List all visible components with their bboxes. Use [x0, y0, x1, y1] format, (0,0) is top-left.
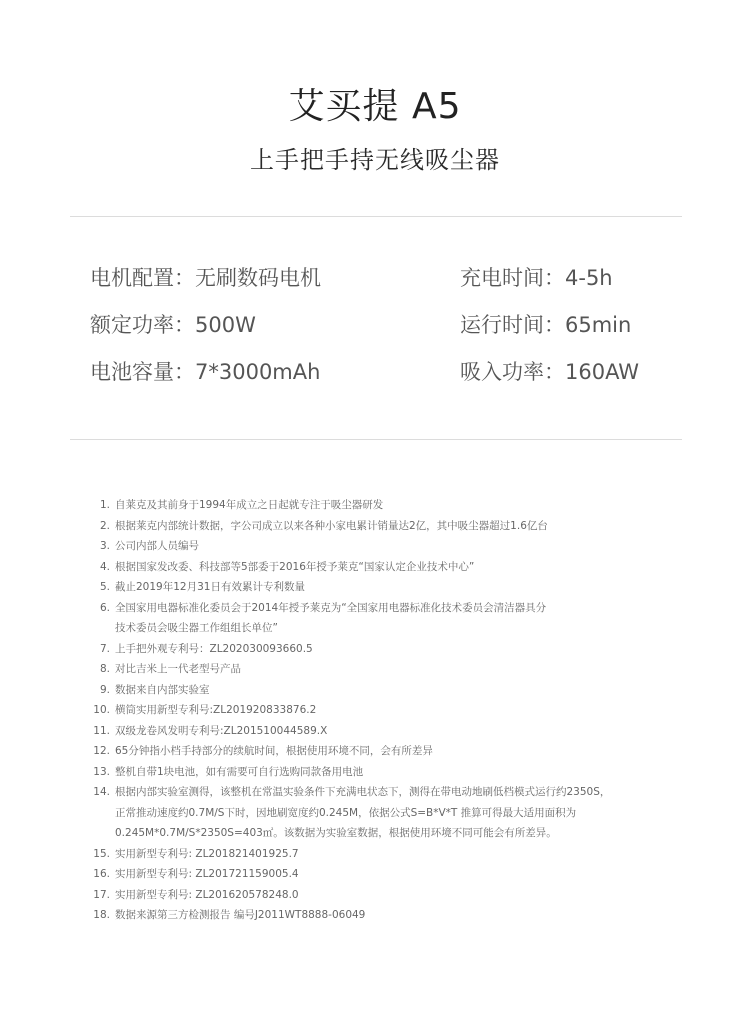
footnote-item: [93, 782, 678, 844]
footnote-number: 5.: [99, 581, 110, 593]
footnote-number: 15.: [93, 847, 110, 860]
footnote-text: 全国家用电器标准化委员会于2014年授予莱克为“全国家用电器标准化技术委员会清洁器具分: [115, 601, 547, 614]
footnote-number: 18.: [93, 909, 110, 921]
footnote-number: 11.: [93, 724, 110, 737]
product-subtitle: 上手把手持无线吸尘器: [250, 146, 500, 174]
spec-battery: 电池容量：7*3000mAh: [90, 360, 321, 384]
footnote-number: 3.: [99, 540, 110, 552]
spec-charge-time: 充电时间：4-5h: [460, 266, 613, 290]
footnote-item: [98, 577, 678, 598]
footnote-item: [93, 864, 678, 885]
footnote-item: [93, 905, 678, 926]
footnote-item: [93, 741, 678, 762]
footnote-text: 0.245M*0.7M/S*2350S=403㎡。该数据为实验室数据，根据使用环境不同可能会有所差异。: [115, 827, 557, 839]
footnote-text: 数据来自内部实验室: [115, 683, 210, 696]
footnote-text: 实用新型专利号: ZL201821401925.7: [115, 847, 299, 860]
footnote-text: 上手把外观专利号：ZL202030093660.5: [115, 642, 313, 655]
footnote-number: 1.: [99, 499, 110, 511]
footnote-item: [98, 639, 678, 660]
footnote-number: 7.: [99, 642, 110, 655]
footnote-number: 4.: [99, 560, 110, 573]
spec-run-time: 运行时间：65min: [460, 313, 632, 337]
footnote-number: 16.: [93, 868, 110, 880]
footnote-text: 根据国家发改委、科技部等5部委于2016年授予莱克“国家认定企业技术中心”: [115, 560, 475, 573]
footnote-item: [98, 516, 678, 537]
footnote-number: 13.: [93, 765, 110, 778]
footnote-text: 整机自带1块电池，如有需要可自行选购同款备用电池: [115, 765, 364, 778]
footnote-text: 自莱克及其前身于1994年成立之日起就专注于吸尘器研发: [115, 499, 384, 511]
spec-row: [90, 309, 690, 356]
spec-row: [90, 356, 690, 403]
footnote-text: 截止2019年12月31日有效累计专利数量: [115, 581, 305, 593]
footnote-text: 根据内部实验室测得，该整机在常温实验条件下充满电状态下，测得在带电动地刷低档模式运行约2350S，: [115, 786, 611, 798]
footnote-number: 17.: [93, 888, 110, 901]
spec-motor: 电机配置：无刷数码电机: [90, 266, 321, 290]
footnote-number: 2.: [99, 519, 110, 532]
top-divider: [70, 216, 682, 217]
spec-rated-power: 额定功率：500W: [90, 313, 256, 337]
footnote-text: 技术委员会吸尘器工作组组长单位”: [115, 622, 278, 634]
footnote-text: 双级龙卷风发明专利号:ZL201510044589.X: [115, 724, 328, 737]
footnote-item: [98, 536, 678, 557]
footnote-number: 9.: [99, 683, 110, 696]
footnote-item: [98, 659, 678, 680]
footnote-number: 10.: [93, 704, 110, 716]
footnote-text: 公司内部人员编号: [115, 540, 199, 552]
bottom-divider: [70, 439, 682, 440]
footnote-item: [93, 885, 678, 906]
footnote-text: 横筒实用新型专利号:ZL201920833876.2: [115, 704, 317, 716]
footnote-item: [93, 844, 678, 865]
footnote-text: 正常推动速度约0.7M/S下时，因地刷宽度约0.245M，依据公式S=B*V*T 推算可得最大适用面积为: [115, 806, 577, 819]
footnote-item: [93, 762, 678, 783]
product-title: 艾买提 A5: [288, 86, 462, 127]
spec-table: [90, 262, 690, 403]
footnote-text: 65分钟指小档手持部分的续航时间，根据使用环境不同，会有所差异: [115, 745, 433, 757]
footnote-text: 实用新型专利号: ZL201721159005.4: [115, 868, 299, 880]
footnote-item: [98, 598, 678, 639]
footnote-item: [93, 721, 678, 742]
footnotes-list: [93, 495, 678, 926]
footnote-item: [98, 557, 678, 578]
footnote-number: 12.: [93, 745, 110, 757]
footnote-number: 6.: [99, 601, 110, 614]
footnote-item: [98, 495, 678, 516]
footnote-text: 数据来源第三方检测报告 编号J2011WT8888-06049: [115, 909, 366, 921]
footnote-number: 14.: [93, 786, 110, 798]
spec-suction-power: 吸入功率：160AW: [460, 360, 640, 384]
spec-row: [90, 262, 690, 309]
footnote-item: [93, 700, 678, 721]
footnote-text: 对比吉米上一代老型号产品: [115, 663, 241, 675]
footnote-text: 根据莱克内部统计数据，字公司成立以来各种小家电累计销量达2亿，其中吸尘器超过1.6亿台: [115, 519, 548, 532]
footnote-text: 实用新型专利号: ZL201620578248.0: [115, 888, 299, 901]
footnote-number: 8.: [99, 663, 110, 675]
footnote-item: [98, 680, 678, 701]
